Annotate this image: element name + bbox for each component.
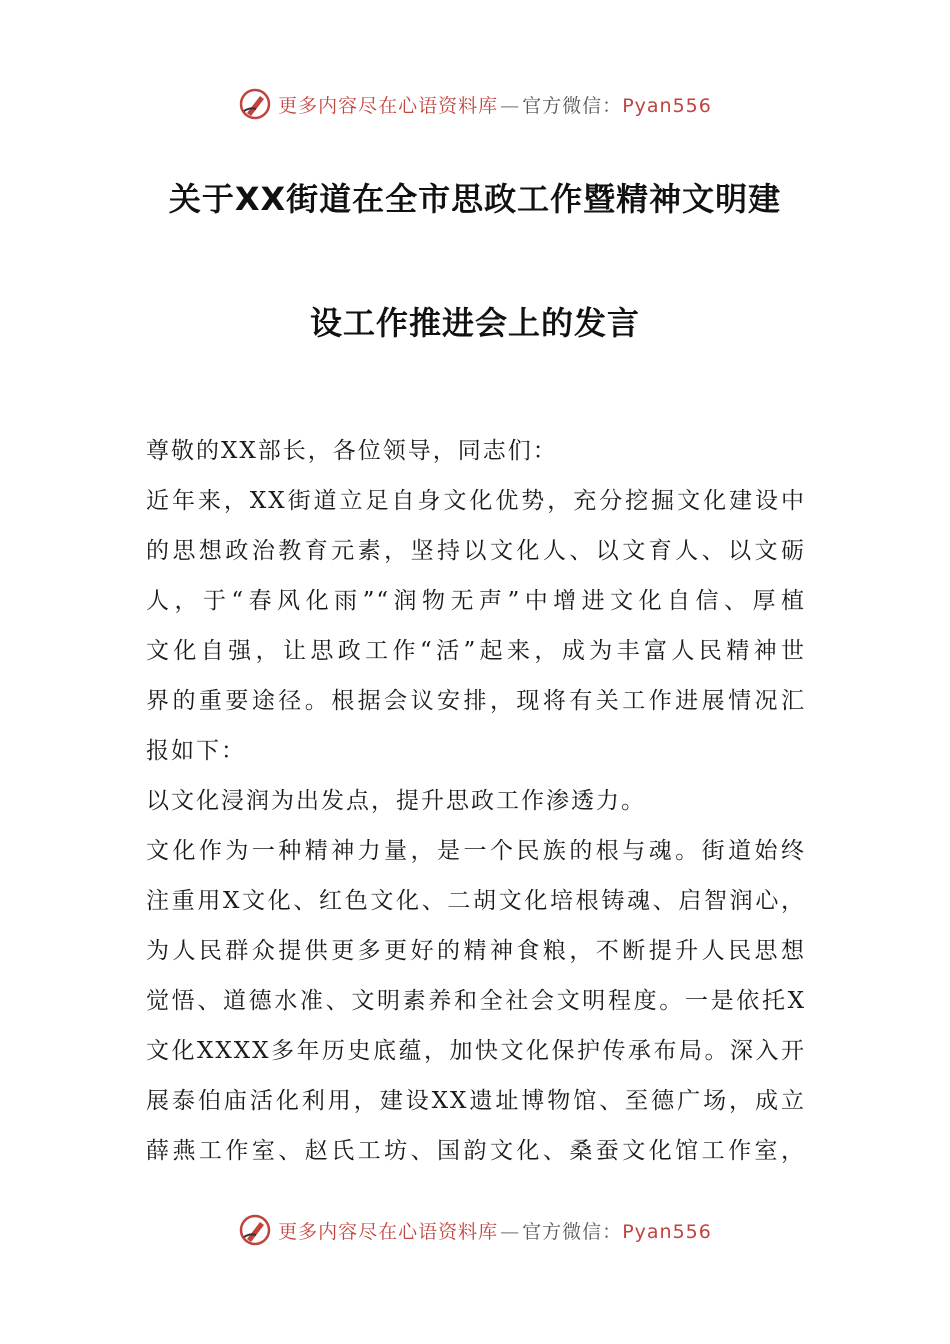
document-body (146, 426, 806, 1176)
watermark-text: 更多内容尽在心语资料库 — 官方微信：Pyan556 (278, 94, 712, 117)
body-line: 觉悟、道德水准、文明素养和全社会文明程度。一是依托X (146, 988, 806, 1014)
body-line: 薛燕工作室、赵氏工坊、国韵文化、桑蚕文化馆工作室， (146, 1138, 806, 1164)
pen-logo-icon (238, 87, 272, 121)
body-line: 尊敬的XX部长，各位领导，同志们： (146, 438, 558, 464)
pen-logo-icon (238, 1213, 272, 1247)
watermark-banner-top (0, 84, 950, 124)
body-line: 人，于“春风化雨”“润物无声”中增进文化自信、厚植 (146, 588, 806, 614)
document-title-line-1: 关于XX街道在全市思政工作暨精神文明建 (168, 180, 782, 218)
body-line: 界的重要途径。根据会议安排，现将有关工作进展情况汇 (146, 688, 806, 714)
body-line: 文化XXXX多年历史底蕴，加快文化保护传承布局。深入开 (146, 1038, 806, 1064)
section-heading: 以文化浸润为出发点，提升思政工作渗透力。 (146, 788, 646, 814)
body-line: 近年来，XX街道立足自身文化优势，充分挖掘文化建设中 (146, 488, 806, 514)
body-line: 展泰伯庙活化利用，建设XX遗址博物馆、至德广场，成立 (146, 1088, 806, 1114)
body-line: 为人民群众提供更多更好的精神食粮，不断提升人民思想 (146, 938, 806, 964)
watermark-banner-bottom (0, 1210, 950, 1250)
document-title-line-2: 设工作推进会上的发言 (309, 304, 640, 342)
body-line: 报如下： (146, 738, 246, 764)
body-line: 注重用X文化、红色文化、二胡文化培根铸魂、启智润心， (146, 888, 806, 914)
body-line: 文化自强，让思政工作“活”起来，成为丰富人民精神世 (146, 638, 806, 664)
body-line: 文化作为一种精神力量，是一个民族的根与魂。街道始终 (146, 838, 806, 864)
body-line: 的思想政治教育元素，坚持以文化人、以文育人、以文砺 (146, 538, 806, 564)
watermark-text: 更多内容尽在心语资料库 — 官方微信：Pyan556 (278, 1220, 712, 1243)
